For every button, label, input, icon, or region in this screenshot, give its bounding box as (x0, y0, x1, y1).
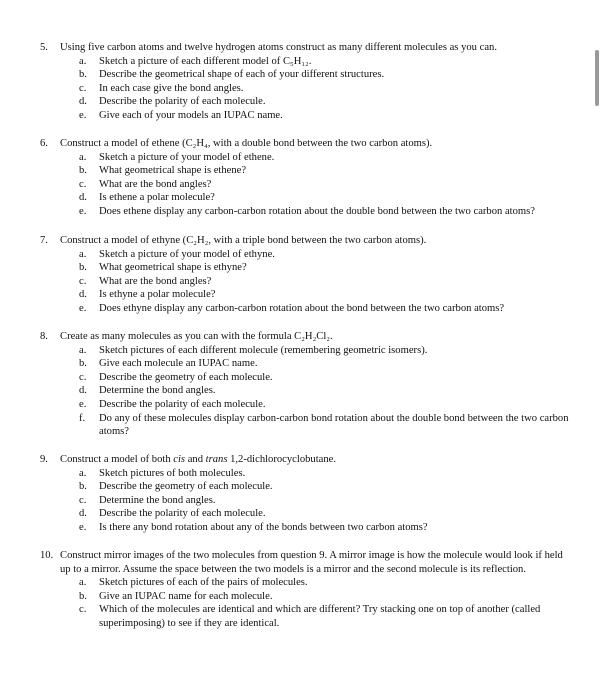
list-item: a. Sketch pictures of both molecules. (79, 467, 246, 479)
list-item: e. Give each of your models an IUPAC name. (79, 109, 283, 121)
list-item: a. Sketch a picture of your model of ethyne. (79, 248, 275, 260)
scrollbar[interactable] (595, 50, 599, 106)
list-item: c. In each case give the bond angles. (79, 82, 244, 94)
question-text: Using five carbon atoms and twelve hydrogen atoms construct as many different molecules as you can. (60, 42, 497, 53)
list-item: d. Is ethene a polar molecule? (79, 192, 215, 204)
question-text: Construct a model of ethene (C₂H₄, with a double bond between the two carbon atoms). (60, 138, 433, 149)
question-number: 8. (40, 331, 48, 342)
question-text: Construct a model of both cis and trans 1,2-dichlorocyclobutane. (60, 454, 337, 465)
question-number: 10. (40, 550, 54, 561)
question-number: 6. (40, 138, 48, 149)
list-item: b. What geometrical shape is ethyne? (79, 262, 247, 274)
list-item: a. Sketch a picture of your model of ethene. (79, 151, 275, 163)
list-item: e. Does ethyne display any carbon-carbon rotation about the bond between the two carbon atoms? (79, 302, 505, 314)
question-5 (40, 41, 570, 123)
list-item: c. Describe the geometry of each molecule. (79, 371, 273, 383)
list-item: e. Does ethene display any carbon-carbon rotation about the double bond between the two carbon atoms? (79, 205, 535, 217)
list-item: d. Describe the polarity of each molecule. (79, 96, 266, 108)
list-item: f. Do any of these molecules display carbon-carbon bond rotation about the double bond between the two carbon atoms? (79, 412, 569, 438)
list-item: e. Describe the polarity of each molecule. (79, 398, 266, 410)
list-item: a. Sketch pictures of each of the pairs of molecules. (79, 577, 308, 589)
list-item: e. Is there any bond rotation about any of the bonds between two carbon atoms? (79, 521, 428, 533)
question-number: 5. (40, 42, 48, 53)
list-item: b. Give an IUPAC name for each molecule. (79, 590, 273, 602)
question-7 (40, 234, 570, 316)
list-item: d. Determine the bond angles. (79, 385, 216, 397)
list-item: c. What are the bond angles? (79, 178, 212, 190)
question-number: 9. (40, 454, 48, 465)
list-item: a. Sketch pictures of each different molecule (remembering geometric isomers). (79, 344, 428, 356)
question-8 (40, 330, 570, 439)
list-item: c. Determine the bond angles. (79, 494, 216, 506)
list-item: a. Sketch a picture of each different model of C₅H₁₂. (79, 55, 312, 67)
list-item: b. What geometrical shape is ethene? (79, 165, 247, 177)
list-item: d. Is ethyne a polar molecule? (79, 289, 216, 301)
list-item: d. Describe the polarity of each molecule. (79, 508, 266, 520)
question-6 (40, 137, 570, 219)
question-text: Construct mirror images of the two molecules from question 9. A mirror image is how the molecule would look if held up to a mirror. Assume the space between the two models is a mirror and the second molecule is its reflection. (60, 550, 563, 575)
list-item: c. What are the bond angles? (79, 275, 212, 287)
question-10 (40, 549, 570, 631)
list-item: b. Give each molecule an IUPAC name. (79, 358, 258, 370)
list-item: c. Which of the molecules are identical and which are different? Try stacking one on top of another (called superimposing) to see if they are identical. (79, 604, 541, 629)
list-item: b. Describe the geometrical shape of each of your different structures. (79, 69, 385, 81)
question-number: 7. (40, 235, 48, 246)
list-item: b. Describe the geometry of each molecule. (79, 481, 273, 493)
question-9 (40, 453, 570, 535)
question-text: Construct a model of ethyne (C₂H₂, with a triple bond between the two carbon atoms). (60, 235, 427, 246)
question-text: Create as many molecules as you can with the formula C₂H₂Cl₂. (60, 331, 333, 342)
